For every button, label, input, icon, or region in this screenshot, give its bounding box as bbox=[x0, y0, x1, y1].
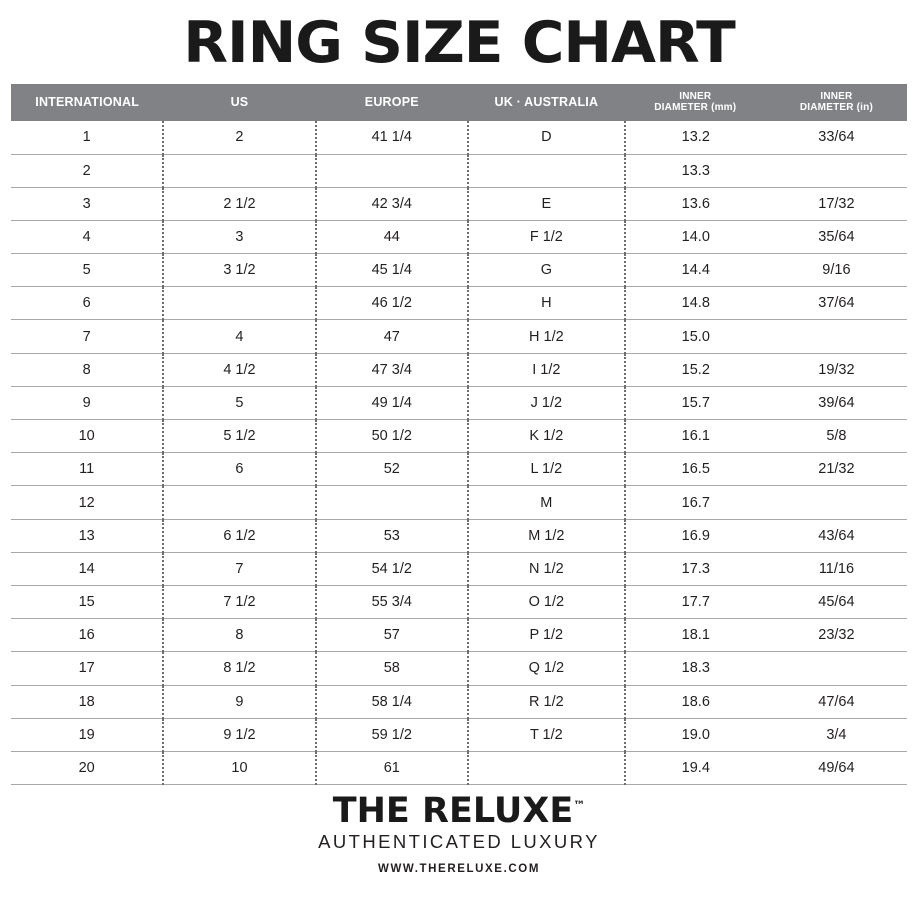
table-cell: 13.3 bbox=[625, 154, 766, 187]
table-cell: D bbox=[468, 121, 625, 154]
table-cell: 14 bbox=[11, 552, 163, 585]
table-row bbox=[11, 386, 907, 419]
table-row bbox=[11, 619, 907, 652]
table-cell: 9 bbox=[163, 685, 315, 718]
table-cell bbox=[766, 652, 907, 685]
table-cell: 8 bbox=[11, 353, 163, 386]
table-cell: P 1/2 bbox=[468, 619, 625, 652]
table-cell: 17.7 bbox=[625, 585, 766, 618]
brand-text: THE RELUXE bbox=[332, 791, 574, 832]
table-cell: 15.0 bbox=[625, 320, 766, 353]
table-cell: 17/32 bbox=[766, 187, 907, 220]
table-cell bbox=[316, 154, 468, 187]
table-cell: 20 bbox=[11, 751, 163, 784]
table-cell: H 1/2 bbox=[468, 320, 625, 353]
table-cell bbox=[766, 486, 907, 519]
table-cell: 3/4 bbox=[766, 718, 907, 751]
table-row bbox=[11, 353, 907, 386]
table-cell: I 1/2 bbox=[468, 353, 625, 386]
table-cell: 47 bbox=[316, 320, 468, 353]
table-cell: 18.3 bbox=[625, 652, 766, 685]
table-cell bbox=[468, 751, 625, 784]
table-cell: 3 bbox=[163, 220, 315, 253]
table-cell: 4 bbox=[163, 320, 315, 353]
table-cell: 3 bbox=[11, 187, 163, 220]
table-cell: 42 3/4 bbox=[316, 187, 468, 220]
table-cell: 7 bbox=[11, 320, 163, 353]
table-cell bbox=[163, 154, 315, 187]
table-cell: 13 bbox=[11, 519, 163, 552]
table-cell: F 1/2 bbox=[468, 220, 625, 253]
table-cell: 59 1/2 bbox=[316, 718, 468, 751]
table-cell: 8 bbox=[163, 619, 315, 652]
table-cell: 15 bbox=[11, 585, 163, 618]
table-row bbox=[11, 287, 907, 320]
column-header-inner-diameter-mm: INNER DIAMETER (mm) bbox=[625, 84, 766, 121]
table-cell: 8 1/2 bbox=[163, 652, 315, 685]
table-cell: 9/16 bbox=[766, 254, 907, 287]
table-cell: 46 1/2 bbox=[316, 287, 468, 320]
table-row bbox=[11, 486, 907, 519]
table-cell: L 1/2 bbox=[468, 453, 625, 486]
table-cell: 1 bbox=[11, 121, 163, 154]
table-cell: 47 3/4 bbox=[316, 353, 468, 386]
table-cell: 41 1/4 bbox=[316, 121, 468, 154]
table-cell: 16.5 bbox=[625, 453, 766, 486]
table-cell: 6 1/2 bbox=[163, 519, 315, 552]
table-cell: 19 bbox=[11, 718, 163, 751]
table-cell: 5 bbox=[163, 386, 315, 419]
column-header-international: INTERNATIONAL bbox=[11, 84, 163, 121]
table-row bbox=[11, 519, 907, 552]
table-row bbox=[11, 751, 907, 784]
table-cell: 35/64 bbox=[766, 220, 907, 253]
table-cell bbox=[163, 486, 315, 519]
table-cell: 10 bbox=[163, 751, 315, 784]
table-cell: 2 1/2 bbox=[163, 187, 315, 220]
table-cell: M bbox=[468, 486, 625, 519]
table-cell: 49 1/4 bbox=[316, 386, 468, 419]
table-cell bbox=[766, 320, 907, 353]
table-cell: 15.7 bbox=[625, 386, 766, 419]
table-cell: 45 1/4 bbox=[316, 254, 468, 287]
table-cell: H bbox=[468, 287, 625, 320]
table-cell: 21/32 bbox=[766, 453, 907, 486]
table-cell: M 1/2 bbox=[468, 519, 625, 552]
table-cell: T 1/2 bbox=[468, 718, 625, 751]
ring-size-table bbox=[11, 84, 907, 785]
table-cell: 15.2 bbox=[625, 353, 766, 386]
trademark-symbol: ™ bbox=[573, 798, 586, 813]
table-cell: 54 1/2 bbox=[316, 552, 468, 585]
table-cell: O 1/2 bbox=[468, 585, 625, 618]
table-cell: 14.0 bbox=[625, 220, 766, 253]
table-cell: 9 1/2 bbox=[163, 718, 315, 751]
table-cell: 43/64 bbox=[766, 519, 907, 552]
table-row bbox=[11, 254, 907, 287]
table-cell bbox=[163, 287, 315, 320]
table-body bbox=[11, 121, 907, 785]
table-cell: 5/8 bbox=[766, 420, 907, 453]
table-cell: 13.6 bbox=[625, 187, 766, 220]
table-cell: 3 1/2 bbox=[163, 254, 315, 287]
table-row bbox=[11, 420, 907, 453]
table-cell: 18 bbox=[11, 685, 163, 718]
table-cell: 39/64 bbox=[766, 386, 907, 419]
table-cell: 2 bbox=[163, 121, 315, 154]
table-cell: 9 bbox=[11, 386, 163, 419]
table-header-row bbox=[11, 84, 907, 121]
table-cell: 17 bbox=[11, 652, 163, 685]
table-cell: 47/64 bbox=[766, 685, 907, 718]
column-header-us: US bbox=[163, 84, 315, 121]
table-cell: 16.1 bbox=[625, 420, 766, 453]
table-cell: 18.1 bbox=[625, 619, 766, 652]
table-cell: R 1/2 bbox=[468, 685, 625, 718]
table-cell: 17.3 bbox=[625, 552, 766, 585]
table-cell: 6 bbox=[11, 287, 163, 320]
table-cell: 16.9 bbox=[625, 519, 766, 552]
table-cell: Q 1/2 bbox=[468, 652, 625, 685]
table-cell: 6 bbox=[163, 453, 315, 486]
table-cell: 5 bbox=[11, 254, 163, 287]
table-cell: 7 1/2 bbox=[163, 585, 315, 618]
table-cell: 49/64 bbox=[766, 751, 907, 784]
footer bbox=[0, 793, 918, 875]
table-cell: 37/64 bbox=[766, 287, 907, 320]
table-cell: 57 bbox=[316, 619, 468, 652]
table-cell bbox=[468, 154, 625, 187]
table-cell: G bbox=[468, 254, 625, 287]
table-cell: 13.2 bbox=[625, 121, 766, 154]
table-cell: 4 bbox=[11, 220, 163, 253]
table-row bbox=[11, 187, 907, 220]
table-cell: 58 bbox=[316, 652, 468, 685]
table-cell: 33/64 bbox=[766, 121, 907, 154]
table-row bbox=[11, 652, 907, 685]
table-cell: 11 bbox=[11, 453, 163, 486]
table-cell: 7 bbox=[163, 552, 315, 585]
table-cell: 23/32 bbox=[766, 619, 907, 652]
table-cell: N 1/2 bbox=[468, 552, 625, 585]
table-cell: 55 3/4 bbox=[316, 585, 468, 618]
table-row bbox=[11, 154, 907, 187]
table-cell: 4 1/2 bbox=[163, 353, 315, 386]
table-cell: 14.4 bbox=[625, 254, 766, 287]
table-row bbox=[11, 121, 907, 154]
table-cell: 5 1/2 bbox=[163, 420, 315, 453]
table-cell: 19.4 bbox=[625, 751, 766, 784]
brand-tagline: AUTHENTICATED LUXURY bbox=[318, 830, 600, 852]
website-url: WWW.THERELUXE.COM bbox=[378, 862, 540, 875]
table-row bbox=[11, 320, 907, 353]
table-cell: 10 bbox=[11, 420, 163, 453]
table-cell bbox=[316, 486, 468, 519]
page-title: RING SIZE CHART bbox=[183, 10, 735, 76]
table-cell: 45/64 bbox=[766, 585, 907, 618]
table-cell bbox=[766, 154, 907, 187]
table-cell: 12 bbox=[11, 486, 163, 519]
table-cell: 18.6 bbox=[625, 685, 766, 718]
table-cell: 2 bbox=[11, 154, 163, 187]
table-cell: 52 bbox=[316, 453, 468, 486]
table-header bbox=[11, 84, 907, 121]
column-header-europe: EUROPE bbox=[316, 84, 468, 121]
table-cell: 16 bbox=[11, 619, 163, 652]
column-header-inner-diameter-in: INNER DIAMETER (in) bbox=[766, 84, 907, 121]
table-cell: 14.8 bbox=[625, 287, 766, 320]
table-cell: 58 1/4 bbox=[316, 685, 468, 718]
table-row bbox=[11, 220, 907, 253]
column-header-uk-australia: UK · AUSTRALIA bbox=[468, 84, 625, 121]
table-cell: E bbox=[468, 187, 625, 220]
table-row bbox=[11, 718, 907, 751]
table-cell: J 1/2 bbox=[468, 386, 625, 419]
table-cell: 19/32 bbox=[766, 353, 907, 386]
table-row bbox=[11, 685, 907, 718]
table-cell: 44 bbox=[316, 220, 468, 253]
table-cell: 50 1/2 bbox=[316, 420, 468, 453]
table-cell: 11/16 bbox=[766, 552, 907, 585]
table-row bbox=[11, 453, 907, 486]
table-row bbox=[11, 585, 907, 618]
table-cell: 53 bbox=[316, 519, 468, 552]
table-cell: 16.7 bbox=[625, 486, 766, 519]
table-cell: 61 bbox=[316, 751, 468, 784]
brand-name bbox=[333, 793, 586, 830]
table-cell: 19.0 bbox=[625, 718, 766, 751]
table-row bbox=[11, 552, 907, 585]
table-cell: K 1/2 bbox=[468, 420, 625, 453]
